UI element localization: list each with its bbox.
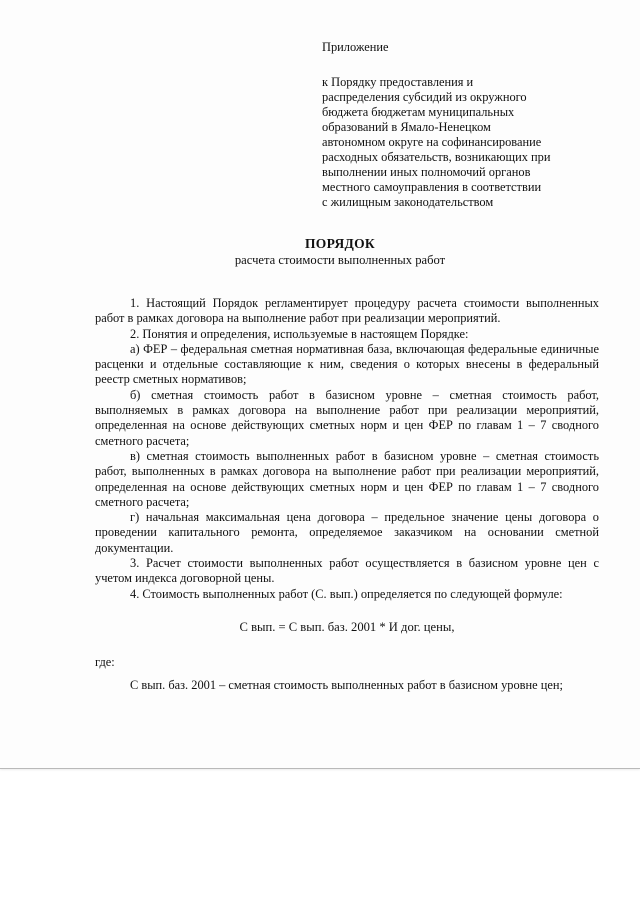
appendix-line: местного самоуправления в соответствии: [322, 180, 542, 194]
formula: С вып. = С вып. баз. 2001 * И дог. цены,: [239, 619, 455, 634]
paragraph-2g: г) начальная максимальная цена договора – предельное значение цены договора о проведении капитального ремонта, определяемое заказчиком на основании сметной документации.: [95, 510, 599, 555]
appendix-line: выполнении иных полномочий органов: [322, 165, 531, 179]
appendix-line: распределения субсидий из окружного: [322, 90, 527, 104]
document-subtitle: расчета стоимости выполненных работ: [234, 253, 446, 267]
appendix-line: расходных обязательств, возникающих при: [322, 150, 551, 164]
appendix-block: [322, 40, 612, 210]
paragraph-2b: б) сметная стоимость работ в базисном уровне – сметная стоимость работ, выполняемых в рамках договора на выполнение работ при реализации мероприятий, определенная на основе действующих сметных норм и цен ФЕР по главам 1 – 7 сводного сметного расчета;: [95, 387, 599, 448]
appendix-line: образований в Ямало-Ненецком: [322, 120, 491, 134]
paragraph-2a: а) ФЕР – федеральная сметная нормативная база, включающая федеральные единичные расценки и отдельные составляющие к ним, сведения о которых внесены в федеральный реестр сметных нормативов;: [95, 341, 599, 387]
paragraph-2v: в) сметная стоимость выполненных работ в базисном уровне – сметная стоимость работ, выполненных в рамках договора на выполнение работ при реализации мероприятий, определенная на основе действующих сметных норм и цен ФЕР по главам 1 – 7 сводного сметного расчета;: [95, 448, 599, 509]
paragraph-1: 1. Настоящий Порядок регламентирует процедуру расчета стоимости выполненных работ в рамках договора на выполнение работ при реализации мероприятий.: [95, 296, 599, 326]
appendix-title: Приложение: [322, 40, 389, 54]
appendix-line: к Порядку предоставления и: [322, 75, 474, 89]
appendix-line: бюджета бюджетам муниципальных: [322, 105, 515, 119]
paragraph-3: 3. Расчет стоимости выполненных работ осуществляется в базисном уровне цен с учетом индекса договорной цены.: [95, 556, 599, 586]
definition-item: С вып. баз. 2001 – сметная стоимость выполненных работ в базисном уровне цен;: [130, 677, 563, 692]
where-label: где:: [95, 655, 115, 670]
document-title: ПОРЯДОК: [304, 236, 375, 251]
document-body: [95, 296, 599, 693]
appendix-line: с жилищным законодательством: [322, 195, 494, 209]
paragraph-4: 4. Стоимость выполненных работ (С. вып.) определяется по следующей формуле:: [130, 586, 563, 601]
paragraph-2: 2. Понятия и определения, используемые в настоящем Порядке:: [130, 326, 469, 341]
appendix-line: автономном округе на софинансирование: [322, 135, 542, 149]
